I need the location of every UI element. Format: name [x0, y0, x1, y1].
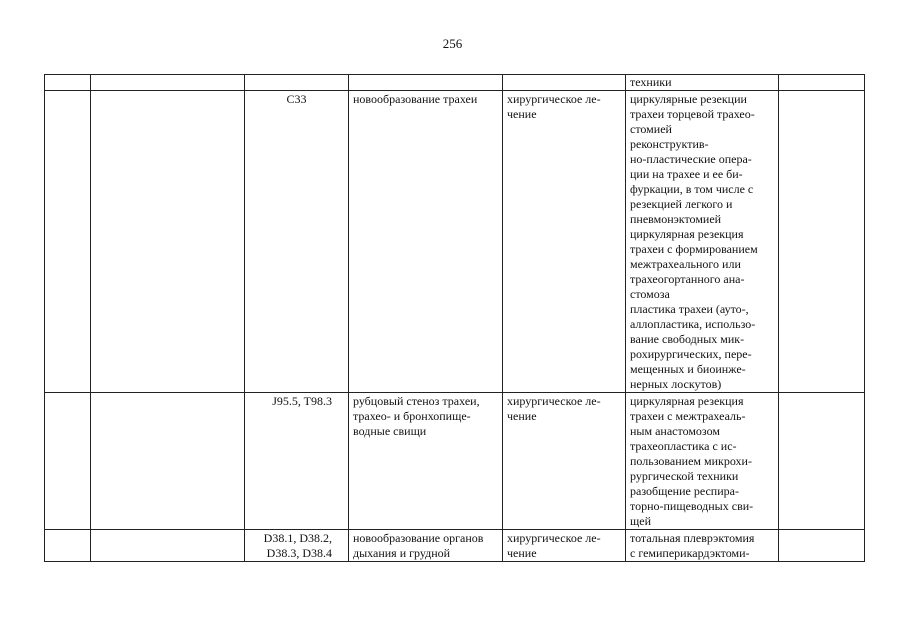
- cell-text-line: хирургическое ле-: [507, 531, 601, 545]
- cell-method: [626, 530, 779, 562]
- cell-text-line: циркулярные резекции: [630, 92, 747, 106]
- cell-text-line: торно-пищеводных сви-: [630, 499, 754, 513]
- cell-profile: [91, 75, 245, 91]
- cell-number: [45, 75, 91, 91]
- cell-text-line: реконструктив-: [630, 137, 709, 151]
- cell-text-line: чение: [507, 107, 537, 121]
- cell-text-line: J95.5, T98.3: [272, 394, 332, 408]
- cell-treatment-type: [503, 75, 626, 91]
- cell-cost: [779, 530, 865, 562]
- table-row: [45, 91, 865, 393]
- cell-text-line: рургической техники: [630, 469, 739, 483]
- cell-cost: [779, 75, 865, 91]
- cell-text-line: новообразование трахеи: [353, 92, 478, 106]
- cell-text-line: ции на трахее и ее би-: [630, 167, 743, 181]
- cell-text-line: хирургическое ле-: [507, 92, 601, 106]
- cell-number: [45, 530, 91, 562]
- cell-text-line: водные свищи: [353, 424, 427, 438]
- cell-diagnosis: [349, 75, 503, 91]
- cell-text-line: пользованием микрохи-: [630, 454, 752, 468]
- cell-text-line: стомией: [630, 122, 672, 136]
- cell-text-line: но-пластические опера-: [630, 152, 752, 166]
- cell-method: [626, 91, 779, 393]
- cell-text-line: циркулярная резекция: [630, 394, 744, 408]
- cell-code: [245, 393, 349, 530]
- cell-text-line: новообразование органов: [353, 531, 484, 545]
- cell-text-line: пневмонэктомией: [630, 212, 722, 226]
- cell-diagnosis: [349, 393, 503, 530]
- cell-code: [245, 75, 349, 91]
- cell-cost: [779, 393, 865, 530]
- cell-profile: [91, 393, 245, 530]
- cell-text-line: чение: [507, 546, 537, 560]
- table-row: [45, 393, 865, 530]
- cell-text-line: межтрахеального или: [630, 257, 741, 271]
- cell-treatment-type: [503, 393, 626, 530]
- cell-text-line: C33: [286, 92, 307, 106]
- cell-text-line: циркулярная резекция: [630, 227, 744, 241]
- cell-treatment-type: [503, 91, 626, 393]
- cell-number: [45, 393, 91, 530]
- cell-text-line: чение: [507, 409, 537, 423]
- cell-diagnosis: [349, 530, 503, 562]
- cell-text-line: пластика трахеи (ауто-,: [630, 302, 749, 316]
- cell-text-line: стомоза: [630, 287, 670, 301]
- cell-code: [245, 91, 349, 393]
- cell-text-line: ным анастомозом: [630, 424, 720, 438]
- cell-method: техники: [626, 75, 779, 91]
- page-number: 256: [442, 36, 463, 51]
- cell-text-line: трахеогортанного ана-: [630, 272, 745, 286]
- cell-text-line: трахеи с межтрахеаль-: [630, 409, 746, 423]
- cell-diagnosis: [349, 91, 503, 393]
- cell-text-line: аллопластика, использо-: [630, 317, 756, 331]
- procedures-table: [44, 74, 865, 562]
- cell-text-line: разобщение респира-: [630, 484, 739, 498]
- cell-text-line: рохирургических, пере-: [630, 347, 752, 361]
- cell-text-line: трахеопластика с ис-: [630, 439, 737, 453]
- cell-profile: [91, 530, 245, 562]
- cell-text-line: нерных лоскутов): [630, 377, 722, 391]
- cell-text-line: трахеи с формированием: [630, 242, 758, 256]
- cell-text-line: D38.1, D38.2,: [263, 531, 332, 545]
- cell-text-line: рубцовый стеноз трахеи,: [353, 394, 480, 408]
- cell-text-line: тотальная плеврэктомия: [630, 531, 755, 545]
- cell-text-line: вание свободных мик-: [630, 332, 745, 346]
- cell-text-line: мещенных и биоинже-: [630, 362, 746, 376]
- cell-text-line: D38.3, D38.4: [266, 546, 332, 560]
- cell-treatment-type: [503, 530, 626, 562]
- cell-text-line: щей: [630, 514, 651, 528]
- cell-number: [45, 91, 91, 393]
- cell-text-line: резекцией легкого и: [630, 197, 733, 211]
- cell-method: [626, 393, 779, 530]
- cell-text-line: дыхания и грудной: [353, 546, 451, 560]
- cell-text-line: с гемиперикардэктоми-: [630, 546, 750, 560]
- table-row: [45, 75, 865, 91]
- cell-profile: [91, 91, 245, 393]
- cell-text-line: трахеи торцевой трахео-: [630, 107, 755, 121]
- cell-cost: [779, 91, 865, 393]
- cell-text-line: фуркации, в том числе с: [630, 182, 754, 196]
- table-row: [45, 530, 865, 562]
- cell-text-line: хирургическое ле-: [507, 394, 601, 408]
- cell-text-line: трахео- и бронхопище-: [353, 409, 471, 423]
- cell-code: [245, 530, 349, 562]
